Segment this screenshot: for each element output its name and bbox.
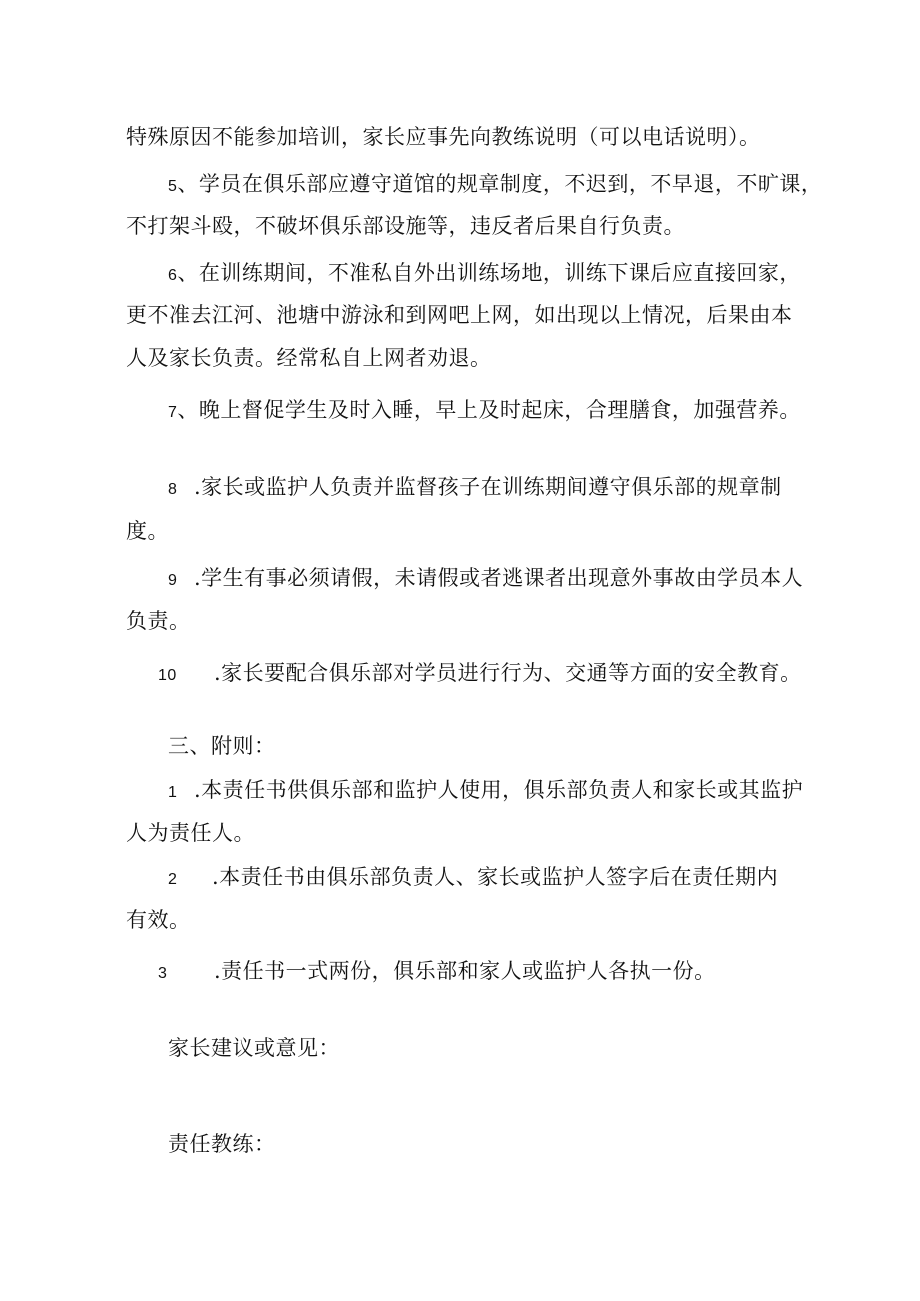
paragraph-line — [126, 820, 255, 846]
line-text: 负责。 — [126, 609, 191, 633]
line-text: 人及家长负责。经常私自上网者劝退。 — [126, 346, 492, 370]
line-text: .家长或监护人负责并监督孩子在训练期间遵守俱乐部的规章制 — [194, 475, 782, 499]
paragraph-line — [126, 213, 685, 239]
item-number: 9 — [168, 572, 178, 589]
line-text: 更不准去江河、池塘中游泳和到网吧上网，如出现以上情况，后果由本 — [126, 303, 793, 327]
line-text: 有效。 — [126, 908, 191, 932]
line-text: 特殊原因不能参加培训，家长应事先向教练说明（可以电话说明）。 — [126, 125, 761, 149]
line-text: 家长建议或意见： — [168, 1036, 340, 1060]
line-text: 三、附则： — [168, 734, 276, 758]
line-text: .家长要配合俱乐部对学员进行行为、交通等方面的安全教育。 — [214, 661, 802, 685]
appendix-item-3 — [158, 958, 716, 987]
item-number: 1 — [168, 784, 178, 801]
parent-suggestion-label — [168, 1035, 340, 1061]
line-text: 责任教练： — [168, 1132, 276, 1156]
list-item-6 — [168, 260, 801, 289]
paragraph-line — [126, 345, 492, 371]
line-text: 度。 — [126, 519, 169, 543]
item-number: 3 — [158, 965, 168, 982]
list-item-8 — [168, 474, 782, 503]
item-number: 8 — [168, 481, 178, 498]
paragraph-line — [126, 124, 761, 150]
list-item-7 — [168, 397, 801, 426]
line-text: 人为责任人。 — [126, 821, 255, 845]
paragraph-line — [126, 302, 793, 328]
paragraph-line — [126, 907, 191, 933]
coach-signature-label — [168, 1131, 276, 1157]
line-text: 不打架斗殴，不破坏俱乐部设施等，违反者后果自行负责。 — [126, 214, 685, 238]
item-number: 6 — [168, 267, 178, 284]
list-item-5 — [168, 171, 822, 200]
line-text: .学生有事必须请假，未请假或者逃课者出现意外事故由学员本人 — [194, 566, 804, 590]
item-number: 5 — [168, 178, 178, 195]
paragraph-line — [126, 608, 191, 634]
section-heading — [168, 733, 276, 759]
appendix-item-1 — [168, 777, 803, 806]
line-text: .责任书一式两份，俱乐部和家人或监护人各执一份。 — [214, 959, 716, 983]
line-text: .本责任书供俱乐部和监护人使用，俱乐部负责人和家长或其监护 — [194, 778, 804, 802]
paragraph-line — [126, 518, 169, 544]
item-number: 7 — [168, 404, 178, 421]
item-number: 2 — [168, 871, 178, 888]
appendix-item-2 — [168, 864, 778, 893]
line-text: 、晚上督促学生及时入睡，早上及时起床，合理膳食，加强营养。 — [177, 398, 801, 422]
line-text: .本责任书由俱乐部负责人、家长或监护人签字后在责任期内 — [212, 865, 779, 889]
list-item-10 — [158, 660, 802, 689]
line-text: 、在训练期间，不准私自外出训练场地，训练下课后应直接回家， — [177, 261, 801, 285]
line-text: 、学员在俱乐部应遵守道馆的规章制度，不迟到，不早退，不旷课， — [177, 172, 823, 196]
item-number: 10 — [158, 667, 177, 684]
list-item-9 — [168, 565, 803, 594]
